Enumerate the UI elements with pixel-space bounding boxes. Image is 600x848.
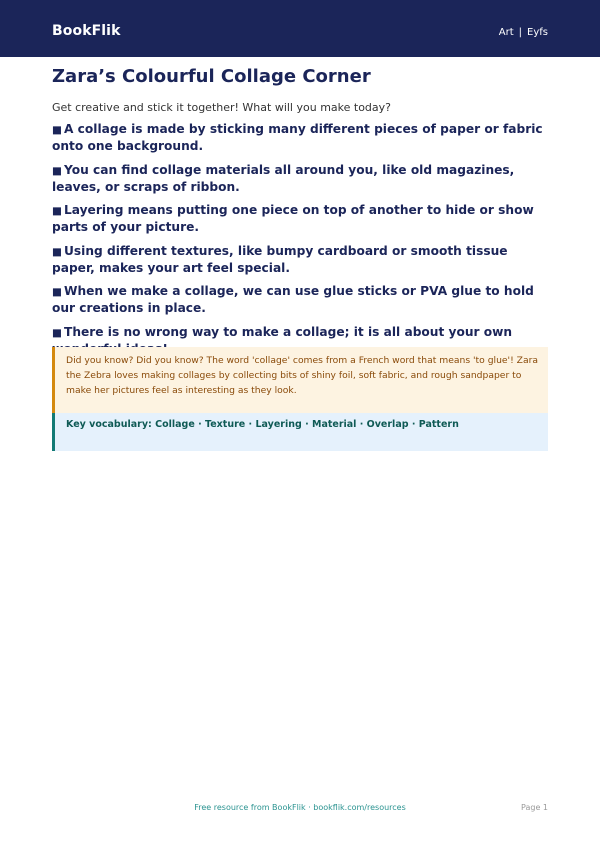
fact-text: There is no wrong way to make a collage; it is all about your own bbox=[64, 324, 513, 339]
brand-logo[interactable]: BookFlik bbox=[52, 23, 121, 39]
subject-label: Art bbox=[498, 27, 514, 38]
fact-item bbox=[52, 162, 548, 195]
fact-text: When we make a collage, we can use glue sticks or PVA glue to hold our creations in place. bbox=[52, 284, 534, 315]
square-bullet-icon: ■ bbox=[52, 205, 62, 217]
fact-item bbox=[52, 202, 548, 235]
page-title: Zara’s Colourful Collage Corner bbox=[52, 66, 371, 87]
fact-text: You can find collage materials all around you, like old magazines, leaves, or scraps of ribbon. bbox=[52, 162, 515, 194]
footer-source-link[interactable]: Free resource from BookFlik · bookflik.com/resources bbox=[194, 803, 406, 812]
fact-text: Layering means putting one piece on top of another to hide or show parts of your picture. bbox=[52, 203, 534, 234]
fact-item bbox=[52, 243, 548, 276]
intro-text: Get creative and stick it together! What will you make today? bbox=[52, 101, 392, 114]
fact-item bbox=[52, 283, 548, 316]
meta-separator: | bbox=[518, 27, 523, 38]
square-bullet-icon: ■ bbox=[52, 286, 62, 298]
square-bullet-icon: ■ bbox=[52, 164, 62, 177]
fact-list bbox=[52, 121, 548, 364]
page-number: Page 1 bbox=[521, 803, 548, 812]
square-bullet-icon: ■ bbox=[52, 326, 62, 339]
fact-item bbox=[52, 121, 548, 154]
square-bullet-icon: ■ bbox=[52, 124, 62, 136]
page-footer bbox=[0, 802, 600, 816]
fact-text: A collage is made by sticking many different pieces of paper or fabric onto one background. bbox=[52, 122, 543, 153]
header-meta bbox=[499, 26, 548, 40]
fact-text: Using different textures, like bumpy cardboard or smooth tissue paper, makes your art feel special. bbox=[52, 243, 508, 275]
key-vocabulary-box: Key vocabulary: Collage · Texture · Layering · Material · Overlap · Pattern bbox=[52, 413, 548, 451]
top-bar bbox=[0, 0, 600, 57]
did-you-know-callout: Did you know? Did you know? The word 'collage' comes from a French word that means 'to glue'! Zara the Zebra loves making collages by collecting bits of shiny foil, soft fabric, and rough sandpaper to make her pictures feel as interesting as they look. bbox=[52, 347, 548, 413]
square-bullet-icon: ■ bbox=[52, 245, 62, 258]
level-label: Eyfs bbox=[527, 27, 548, 38]
